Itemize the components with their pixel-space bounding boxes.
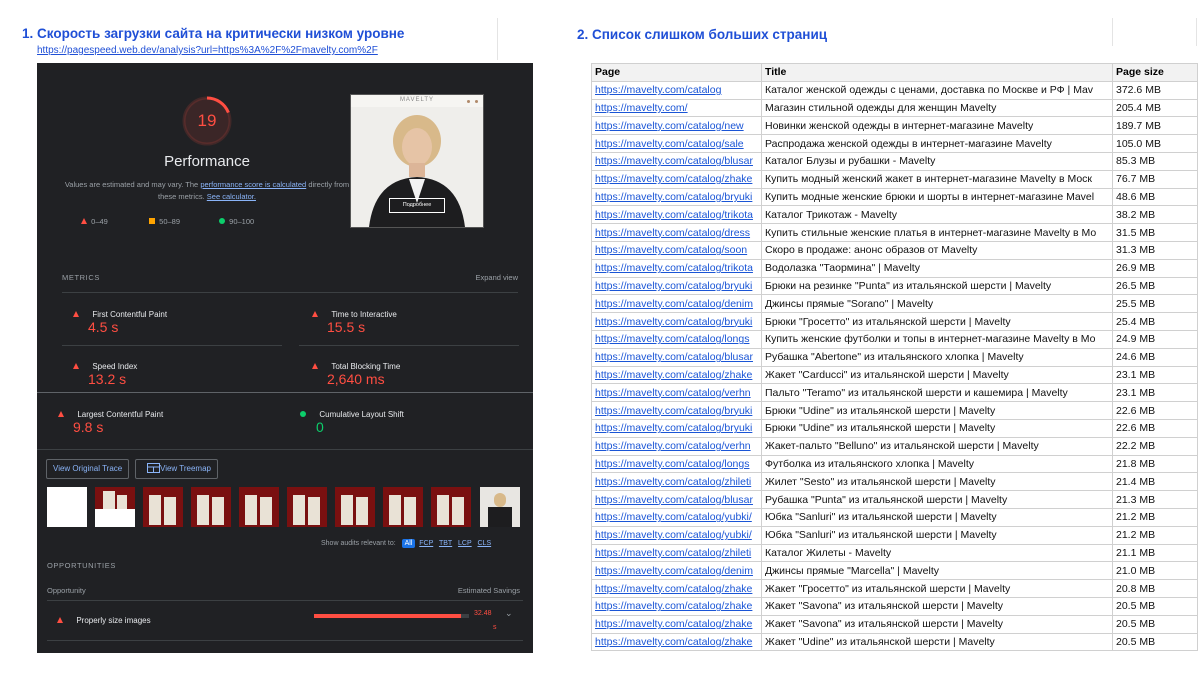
- table-row: [592, 313, 1198, 331]
- page-title-cell: Жакет "Udine" из итальянской шерсти | Mavelty: [762, 633, 1113, 651]
- metric-tbt-name: Total Blocking Time: [331, 362, 401, 371]
- thumbnail-more-button: Подробнее: [389, 198, 445, 213]
- page-title-cell: Брюки "Udine" из итальянской шерсти | Mavelty: [762, 419, 1113, 437]
- table-row: [592, 491, 1198, 509]
- page-size-cell: 38.2 MB: [1113, 206, 1198, 224]
- metric-si-name: Speed Index: [92, 362, 138, 371]
- audit-filter-label: Show audits relevant to:: [321, 540, 396, 547]
- filmstrip-frame-blank: [47, 487, 87, 527]
- fail-icon: [57, 617, 63, 623]
- metric-fcp-name: First Contentful Paint: [92, 310, 168, 319]
- page-size-cell: 21.8 MB: [1113, 455, 1198, 473]
- thumbnail-brand-logo: MAVELTY: [399, 97, 435, 103]
- savings-bar-track: [314, 614, 469, 618]
- page-title-cell: Купить модный женский жакет в интернет-магазине Mavelty в Моск: [762, 170, 1113, 188]
- page-title-cell: Магазин стильной одежды для женщин Mavelty: [762, 99, 1113, 117]
- page-title-cell: Брюки на резинке "Punta" из итальянской шерсти | Mavelty: [762, 277, 1113, 295]
- page-title-cell: Скоро в продаже: анонс образов от Mavelty: [762, 241, 1113, 259]
- page-title-cell: Водолазка "Таормина" | Mavelty: [762, 259, 1113, 277]
- page-title-cell: Каталог Трикотаж - Mavelty: [762, 206, 1113, 224]
- table-row: [592, 206, 1198, 224]
- page-title-cell: Джинсы прямые "Marcella" | Mavelty: [762, 562, 1113, 580]
- table-row: [592, 81, 1198, 99]
- metric-si-value: 13.2 s: [88, 371, 127, 387]
- opportunities-label: OPPORTUNITIES: [47, 561, 116, 570]
- divider: [37, 392, 533, 393]
- page-title-cell: Пальто "Teramo" из итальянской шерсти и кашемира | Mavelty: [762, 384, 1113, 402]
- page-size-cell: 22.6 MB: [1113, 419, 1198, 437]
- page-title-cell: Джинсы прямые "Sorano" | Mavelty: [762, 295, 1113, 313]
- performance-disclaimer: [62, 179, 352, 203]
- page-url-link[interactable]: https://mavelty.com/catalog/blusar: [592, 152, 762, 170]
- table-row: [592, 277, 1198, 295]
- table-row: [592, 224, 1198, 242]
- table-row: [592, 633, 1198, 651]
- page-title-cell: Рубашка "Abertone" из итальянского хлопка | Mavelty: [762, 348, 1113, 366]
- filmstrip-frame: [143, 487, 183, 527]
- fail-icon: [58, 411, 64, 417]
- table-row: [592, 473, 1198, 491]
- filter-tbt[interactable]: TBT: [438, 540, 453, 547]
- page-size-cell: 21.1 MB: [1113, 544, 1198, 562]
- legend-average: [149, 217, 180, 226]
- table-row: [592, 419, 1198, 437]
- page-size-cell: 189.7 MB: [1113, 117, 1198, 135]
- page-url-link[interactable]: https://mavelty.com/catalog/zhileti: [592, 544, 762, 562]
- calculator-link[interactable]: See calculator.: [206, 192, 256, 201]
- table-row: [592, 117, 1198, 135]
- page-url-link[interactable]: https://mavelty.com/catalog/denim: [592, 562, 762, 580]
- page-size-cell: 205.4 MB: [1113, 99, 1198, 117]
- table-row: [592, 241, 1198, 259]
- page-size-cell: 31.3 MB: [1113, 241, 1198, 259]
- column-header-title: Title: [762, 64, 1113, 82]
- divider: [37, 449, 533, 450]
- metrics-label: METRICS: [62, 273, 100, 282]
- filter-all[interactable]: All: [402, 539, 416, 548]
- thumbnail-dot-icon: [467, 100, 470, 103]
- view-treemap-label: View Treemap: [160, 464, 211, 473]
- fail-icon: [73, 363, 79, 369]
- page-url-link[interactable]: https://mavelty.com/: [592, 99, 762, 117]
- page-title-cell: Брюки "Гросетто" из итальянской шерсти | Mavelty: [762, 313, 1113, 331]
- page-size-cell: 24.6 MB: [1113, 348, 1198, 366]
- expand-view-button[interactable]: Expand view: [475, 273, 518, 282]
- table-row: [592, 259, 1198, 277]
- table-row: [592, 508, 1198, 526]
- divider: [47, 600, 523, 601]
- legend-fail: [81, 217, 108, 226]
- page-size-cell: 26.5 MB: [1113, 277, 1198, 295]
- metric-tti-name: Time to Interactive: [331, 310, 397, 319]
- table-row: [592, 384, 1198, 402]
- page-url-link[interactable]: https://mavelty.com/catalog/bryuki: [592, 313, 762, 331]
- page-url-link[interactable]: https://mavelty.com/catalog/longs: [592, 330, 762, 348]
- view-original-trace-button[interactable]: View Original Trace: [46, 459, 129, 479]
- thumbnail-dot-icon: [475, 100, 478, 103]
- savings-value: 32.48: [474, 610, 492, 617]
- divider: [1112, 18, 1113, 46]
- page-url-link[interactable]: https://mavelty.com/catalog/zhake: [592, 633, 762, 651]
- page-title-cell: Жакет "Гросетто" из итальянской шерсти | Mavelty: [762, 580, 1113, 598]
- legend-fail-label: 0–49: [91, 217, 108, 226]
- page-url-link[interactable]: https://mavelty.com/catalog/zhake: [592, 615, 762, 633]
- pagespeed-url-link[interactable]: https://pagespeed.web.dev/analysis?url=https%3A%2F%2Fmavelty.com%2F: [37, 45, 378, 56]
- page-url-link[interactable]: https://mavelty.com/catalog/zhake: [592, 366, 762, 384]
- performance-score: 19: [197, 111, 217, 130]
- filmstrip-frame: [335, 487, 375, 527]
- table-row: [592, 455, 1198, 473]
- legend-pass-label: 90–100: [229, 217, 255, 226]
- table-row: [592, 188, 1198, 206]
- divider: [299, 345, 519, 346]
- page-size-cell: 21.0 MB: [1113, 562, 1198, 580]
- page-url-link[interactable]: https://mavelty.com/catalog/zhileti: [592, 473, 762, 491]
- opportunity-column-label: Opportunity: [47, 586, 86, 595]
- page-url-link[interactable]: https://mavelty.com/catalog/yubki/: [592, 508, 762, 526]
- table-row: [592, 170, 1198, 188]
- page-size-cell: 31.5 MB: [1113, 224, 1198, 242]
- lighthouse-report: [37, 63, 533, 653]
- filmstrip-frame: [191, 487, 231, 527]
- savings-bar-fill: [314, 614, 461, 618]
- opportunity-properly-size-images[interactable]: [57, 610, 151, 628]
- column-header-page: Page: [592, 64, 762, 82]
- page-title-cell: Новинки женской одежды в интернет-магазине Mavelty: [762, 117, 1113, 135]
- page-size-cell: 20.8 MB: [1113, 580, 1198, 598]
- performance-title: Performance: [164, 153, 250, 170]
- divider: [62, 345, 282, 346]
- page-url-link[interactable]: https://mavelty.com/catalog/blusar: [592, 491, 762, 509]
- divider: [62, 292, 518, 293]
- estimated-savings-label: Estimated Savings: [457, 586, 520, 595]
- page-title-cell: Жилет "Sesto" из итальянской шерсти | Mavelty: [762, 473, 1113, 491]
- page-size-cell: 20.5 MB: [1113, 615, 1198, 633]
- filmstrip-frame: [95, 487, 135, 527]
- page-url-link[interactable]: https://mavelty.com/catalog/new: [592, 117, 762, 135]
- table-row: [592, 330, 1198, 348]
- page-size-cell: 24.9 MB: [1113, 330, 1198, 348]
- page-title-cell: Каталог Жилеты - Mavelty: [762, 544, 1113, 562]
- page-title-cell: Купить женские футболки и топы в интернет-магазине Mavelty в Мо: [762, 330, 1113, 348]
- performance-score-link[interactable]: performance score is calculated: [200, 180, 307, 189]
- page-title-cell: Купить модные женские брюки и шорты в интернет-магазине Mavel: [762, 188, 1113, 206]
- page-size-cell: 26.9 MB: [1113, 259, 1198, 277]
- page-screenshot-thumbnail: [350, 94, 484, 228]
- page-url-link[interactable]: https://mavelty.com/catalog/sale: [592, 135, 762, 153]
- page-size-cell: 22.2 MB: [1113, 437, 1198, 455]
- metric-tbt-value: 2,640 ms: [327, 371, 385, 387]
- table-row: [592, 152, 1198, 170]
- page-url-link[interactable]: https://mavelty.com/catalog/bryuki: [592, 277, 762, 295]
- page-title-cell: Жакет "Carducci" из итальянской шерсти | Mavelty: [762, 366, 1113, 384]
- table-row: [592, 562, 1198, 580]
- treemap-icon: [147, 463, 160, 473]
- table-row: [592, 437, 1198, 455]
- page-size-cell: 23.1 MB: [1113, 366, 1198, 384]
- filter-lcp[interactable]: LCP: [458, 540, 472, 547]
- table-row: [592, 544, 1198, 562]
- page-title-cell: Брюки "Udine" из итальянской шерсти | Mavelty: [762, 402, 1113, 420]
- page-size-cell: 25.4 MB: [1113, 313, 1198, 331]
- page-size-cell: 372.6 MB: [1113, 81, 1198, 99]
- metric-cls-value: 0: [316, 419, 324, 435]
- fail-icon: [312, 311, 318, 317]
- page-url-link[interactable]: https://mavelty.com/catalog/soon: [592, 241, 762, 259]
- disclaimer-text: Values are estimated and may vary. The: [64, 180, 199, 189]
- page-size-cell: 22.6 MB: [1113, 402, 1198, 420]
- left-heading: 1. Скорость загрузки сайта на критически низком уровне: [22, 26, 405, 41]
- legend-pass: [219, 217, 254, 226]
- page-url-link[interactable]: https://mavelty.com/catalog/longs: [592, 455, 762, 473]
- page-url-link[interactable]: https://mavelty.com/catalog/bryuki: [592, 402, 762, 420]
- page-size-cell: 21.3 MB: [1113, 491, 1198, 509]
- filter-fcp[interactable]: FCP: [419, 540, 434, 547]
- large-pages-table: [591, 63, 1198, 651]
- audit-filter: [321, 540, 491, 547]
- column-header-page-size: Page size: [1113, 64, 1198, 82]
- page-url-link[interactable]: https://mavelty.com/catalog/denim: [592, 295, 762, 313]
- page-url-link[interactable]: https://mavelty.com/catalog/zhake: [592, 597, 762, 615]
- page-title-cell: Юбка "Sanluri" из итальянской шерсти | Mavelty: [762, 508, 1113, 526]
- filmstrip-frame: [431, 487, 471, 527]
- savings-unit: s: [493, 624, 497, 631]
- metric-fcp-value: 4.5 s: [88, 319, 119, 335]
- filmstrip-frame: [239, 487, 279, 527]
- chevron-down-icon[interactable]: ⌄: [505, 608, 513, 618]
- page-title-cell: Жакет "Savona" из итальянской шерсти | Mavelty: [762, 597, 1113, 615]
- table-row: [592, 580, 1198, 598]
- divider: [497, 18, 498, 60]
- filter-cls[interactable]: CLS: [477, 540, 492, 547]
- page-title-cell: Футболка из итальянского хлопка | Mavelty: [762, 455, 1113, 473]
- fail-icon: [73, 311, 79, 317]
- filmstrip-frame: [287, 487, 327, 527]
- page-title-cell: Жакет "Savona" из итальянской шерсти | Mavelty: [762, 615, 1113, 633]
- page-size-cell: 105.0 MB: [1113, 135, 1198, 153]
- page-size-cell: 20.5 MB: [1113, 633, 1198, 651]
- table-row: [592, 135, 1198, 153]
- page-url-link[interactable]: https://mavelty.com/catalog/verhn: [592, 384, 762, 402]
- table-row: [592, 295, 1198, 313]
- page-url-link[interactable]: https://mavelty.com/catalog/bryuki: [592, 419, 762, 437]
- page-size-cell: 76.7 MB: [1113, 170, 1198, 188]
- disclaimer-text: directly from these metrics.: [158, 180, 350, 201]
- table-row: [592, 366, 1198, 384]
- page-title-cell: Купить стильные женские платья в интернет-магазине Mavelty в Мо: [762, 224, 1113, 242]
- filmstrip-frame: [383, 487, 423, 527]
- page-size-cell: 20.5 MB: [1113, 597, 1198, 615]
- page-url-link[interactable]: https://mavelty.com/catalog: [592, 81, 762, 99]
- page-size-cell: 21.2 MB: [1113, 526, 1198, 544]
- pass-icon: [219, 218, 225, 224]
- page-title-cell: Рубашка "Punta" из итальянской шерсти | Mavelty: [762, 491, 1113, 509]
- table-row: [592, 99, 1198, 117]
- legend-average-label: 50–89: [159, 217, 181, 226]
- metric-lcp-name: Largest Contentful Paint: [77, 410, 164, 419]
- page-url-link[interactable]: https://mavelty.com/catalog/trikota: [592, 259, 762, 277]
- page-title-cell: Жакет-пальто "Belluno" из итальянской шерсти | Mavelty: [762, 437, 1113, 455]
- filmstrip-frame: [480, 487, 520, 527]
- page-size-cell: 21.4 MB: [1113, 473, 1198, 491]
- page-size-cell: 25.5 MB: [1113, 295, 1198, 313]
- divider: [1196, 18, 1197, 46]
- table-header-row: [592, 64, 1198, 82]
- table-row: [592, 615, 1198, 633]
- table-row: [592, 526, 1198, 544]
- page-url-link[interactable]: https://mavelty.com/catalog/zhake: [592, 170, 762, 188]
- table-row: [592, 402, 1198, 420]
- average-icon: [149, 218, 155, 224]
- page-url-link[interactable]: https://mavelty.com/catalog/zhake: [592, 580, 762, 598]
- page-size-cell: 23.1 MB: [1113, 384, 1198, 402]
- page-title-cell: Каталог Блузы и рубашки - Mavelty: [762, 152, 1113, 170]
- page-url-link[interactable]: https://mavelty.com/catalog/verhn: [592, 437, 762, 455]
- metric-tti-value: 15.5 s: [327, 319, 366, 335]
- pass-icon: [300, 411, 306, 417]
- table-row: [592, 348, 1198, 366]
- page-title-cell: Распродажа женской одежды в интернет-магазине Mavelty: [762, 135, 1113, 153]
- page-title-cell: Юбка "Sanluri" из итальянской шерсти | Mavelty: [762, 526, 1113, 544]
- metric-lcp-value: 9.8 s: [73, 419, 104, 435]
- right-heading: 2. Список слишком больших страниц: [577, 27, 828, 42]
- page-url-link[interactable]: https://mavelty.com/catalog/bryuki: [592, 188, 762, 206]
- fail-icon: [81, 218, 87, 224]
- table-row: [592, 597, 1198, 615]
- page-size-cell: 21.2 MB: [1113, 508, 1198, 526]
- divider: [47, 640, 523, 641]
- opportunity-name: Properly size images: [76, 616, 151, 625]
- page-size-cell: 48.6 MB: [1113, 188, 1198, 206]
- fail-icon: [312, 363, 318, 369]
- page-url-link[interactable]: https://mavelty.com/catalog/dress: [592, 224, 762, 242]
- page-url-link[interactable]: https://mavelty.com/catalog/blusar: [592, 348, 762, 366]
- page-title-cell: Каталог женской одежды с ценами, доставка по Москве и РФ | Mav: [762, 81, 1113, 99]
- metric-cls-name: Cumulative Layout Shift: [319, 410, 404, 419]
- page-size-cell: 85.3 MB: [1113, 152, 1198, 170]
- page-url-link[interactable]: https://mavelty.com/catalog/yubki/: [592, 526, 762, 544]
- page-url-link[interactable]: https://mavelty.com/catalog/trikota: [592, 206, 762, 224]
